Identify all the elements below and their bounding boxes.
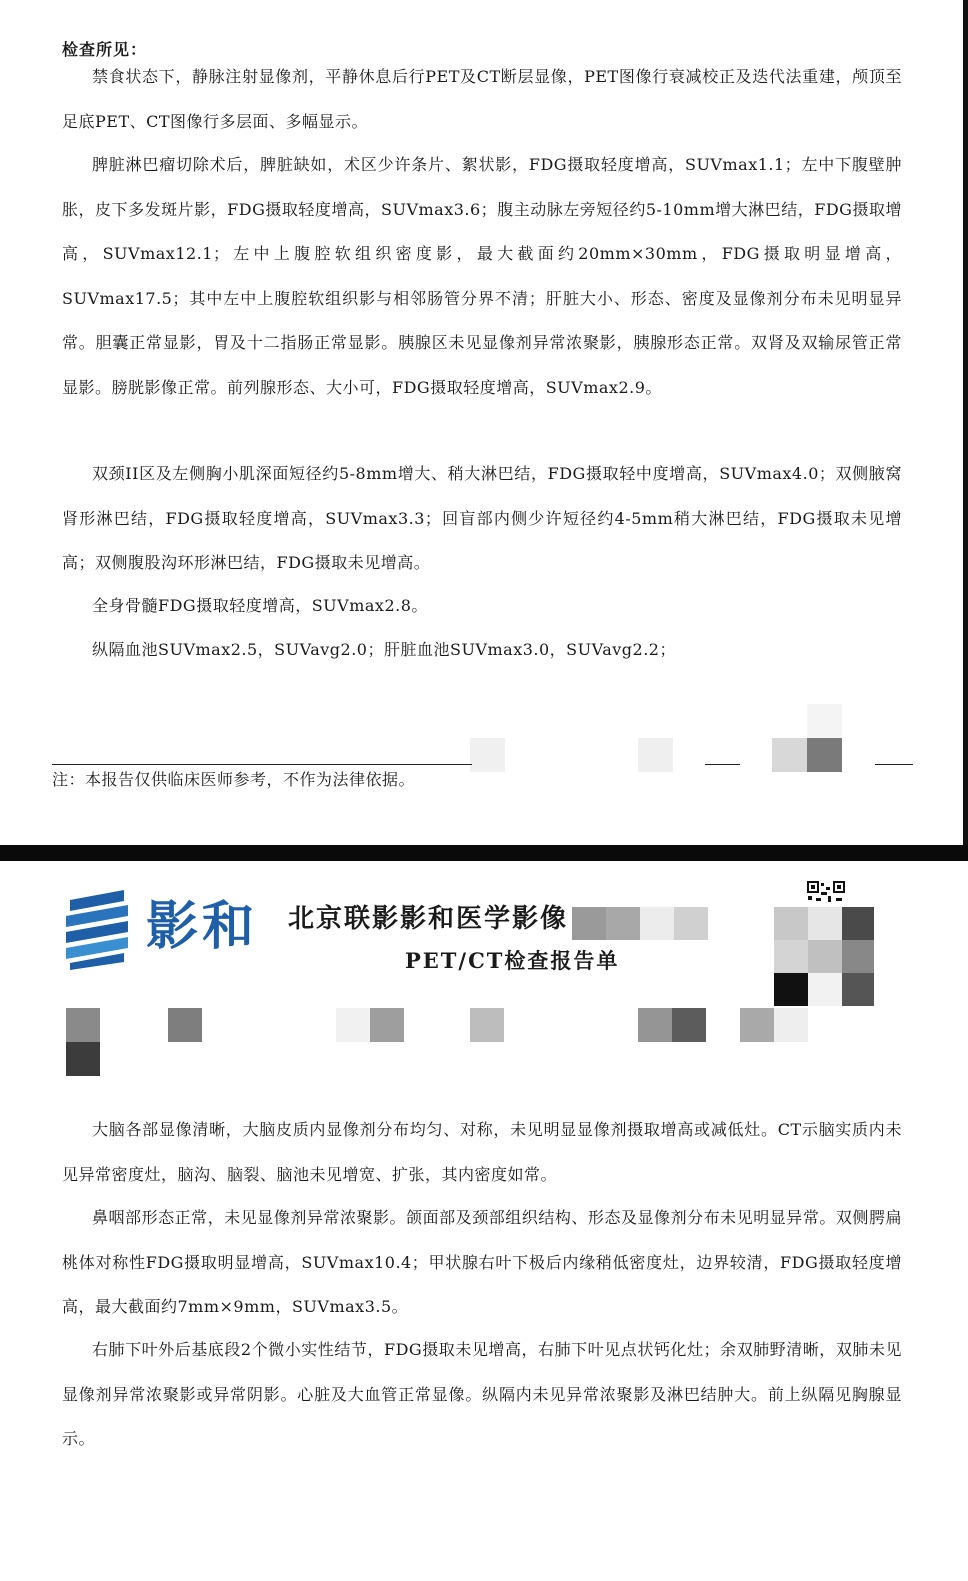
redaction-block <box>774 973 808 1006</box>
redaction-block <box>640 907 674 940</box>
redaction-block <box>842 940 874 973</box>
paragraph-chest-findings: 右肺下叶外后基底段2个微小实性结节，FDG摄取未见增高，右肺下叶见点状钙化灶；余双肺野清晰，双肺未见显像剂异常浓聚影或异常阴影。心脏及大血管正常显像。纵隔内未见异常浓聚影及淋巴结肿大。前上纵隔见胸腺显示。 <box>62 1340 902 1448</box>
redaction-block <box>168 1008 202 1042</box>
striped-logo-icon <box>62 888 134 970</box>
redaction-block <box>808 973 842 1006</box>
redaction-block <box>772 738 807 772</box>
redaction-block <box>842 973 874 1006</box>
paragraph-abdomen-findings: 脾脏淋巴瘤切除术后，脾脏缺如，术区少许条片、絮状影，FDG摄取轻度增高，SUVmax1.1；左中下腹壁肿胀，皮下多发斑片影，FDG摄取轻度增高，SUVmax3.6；腹主动脉左旁短径约5-10mm增大淋巴结，FDG摄取增高，SUVmax12.1；左中上腹腔软组织密度影，最大截面约20mm×30mm，FDG摄取明显增高，SUVmax17.5；其中左中上腹腔软组织影与相邻肠管分界不清；肝脏大小、形态、密度及显像剂分布未见明显异常。胆囊正常显影，胃及十二指肠正常显影。胰腺区未见显像剂异常浓聚影，胰腺形态正常。双肾及双输尿管正常显影。膀胱影像正常。前列腺形态、大小可，FDG摄取轻度增高，SUVmax2.9。 <box>62 155 902 397</box>
redaction-block <box>638 1008 672 1042</box>
redaction-block <box>774 940 808 973</box>
redaction-block <box>808 907 842 940</box>
qr-code-icon <box>806 880 846 908</box>
paragraph-head-neck-findings: 鼻咽部形态正常，未见显像剂异常浓聚影。颌面部及颈部组织结构、形态及显像剂分布未见明显异常。双侧腭扁桃体对称性FDG摄取明显增高，SUVmax10.4；甲状腺右叶下极后内缘稍低密度灶，边界较清，FDG摄取轻度增高，最大截面约7mm×9mm，SUVmax3.5。 <box>62 1208 902 1316</box>
redaction-block <box>808 940 842 973</box>
disclaimer-note: 注：本报告仅供临床医师参考，不作为法律依据。 <box>52 770 416 789</box>
brand-name: 影和 <box>146 897 259 957</box>
paragraph-brain-findings: 大脑各部显像清晰，大脑皮质内显像剂分布均匀、对称，未见明显显像剂摄取增高或减低灶。CT示脑实质内未见异常密度灶，脑沟、脑裂、脑池未见增宽、扩张，其内密度如常。 <box>62 1120 902 1184</box>
paragraph-bone-marrow: 全身骨髓FDG摄取轻度增高，SUVmax2.8。 <box>92 596 428 615</box>
page-edge <box>963 0 968 845</box>
paragraph-blood-pool: 纵隔血池SUVmax2.5，SUVavg2.0；肝脏血池SUVmax3.0，SUVavg2.2； <box>92 640 676 659</box>
redaction-block <box>470 738 505 772</box>
page-separator <box>0 845 968 861</box>
paragraph-procedure: 禁食状态下，静脉注射显像剂，平静休息后行PET及CT断层显像，PET图像行衰减校正及迭代法重建，颅顶至足底PET、CT图像行多层面、多幅显示。 <box>62 67 902 131</box>
redaction-block <box>807 704 842 738</box>
redaction-block <box>672 1008 706 1042</box>
signature-line <box>705 764 740 765</box>
redaction-block <box>572 907 606 940</box>
institution-name: 北京联影影和医学影像 <box>288 904 569 934</box>
redaction-block <box>774 1008 808 1042</box>
signature-line <box>52 764 472 765</box>
redaction-block <box>774 907 808 940</box>
redaction-block <box>842 907 874 940</box>
redaction-block <box>606 907 640 940</box>
paragraph-lymph-node-findings: 双颈II区及左侧胸小肌深面短径约5-8mm增大、稍大淋巴结，FDG摄取轻中度增高，SUVmax4.0；双侧腋窝肾形淋巴结，FDG摄取轻度增高，SUVmax3.3；回盲部内侧少许短径约4-5mm稍大淋巴结，FDG摄取未见增高；双侧腹股沟环形淋巴结，FDG摄取未见增高。 <box>62 464 902 572</box>
redaction-block <box>66 1008 100 1042</box>
signature-line <box>875 764 913 765</box>
section-title: 检查所见： <box>62 40 148 59</box>
report-title: PET/CT检查报告单 <box>405 948 620 973</box>
redaction-block <box>807 738 842 772</box>
redaction-block <box>740 1008 774 1042</box>
redaction-block <box>674 907 708 940</box>
faded-exam-number <box>62 1070 237 1082</box>
faded-signature-text <box>340 728 470 742</box>
faded-patient-info <box>340 1036 540 1046</box>
redaction-block <box>638 738 673 772</box>
